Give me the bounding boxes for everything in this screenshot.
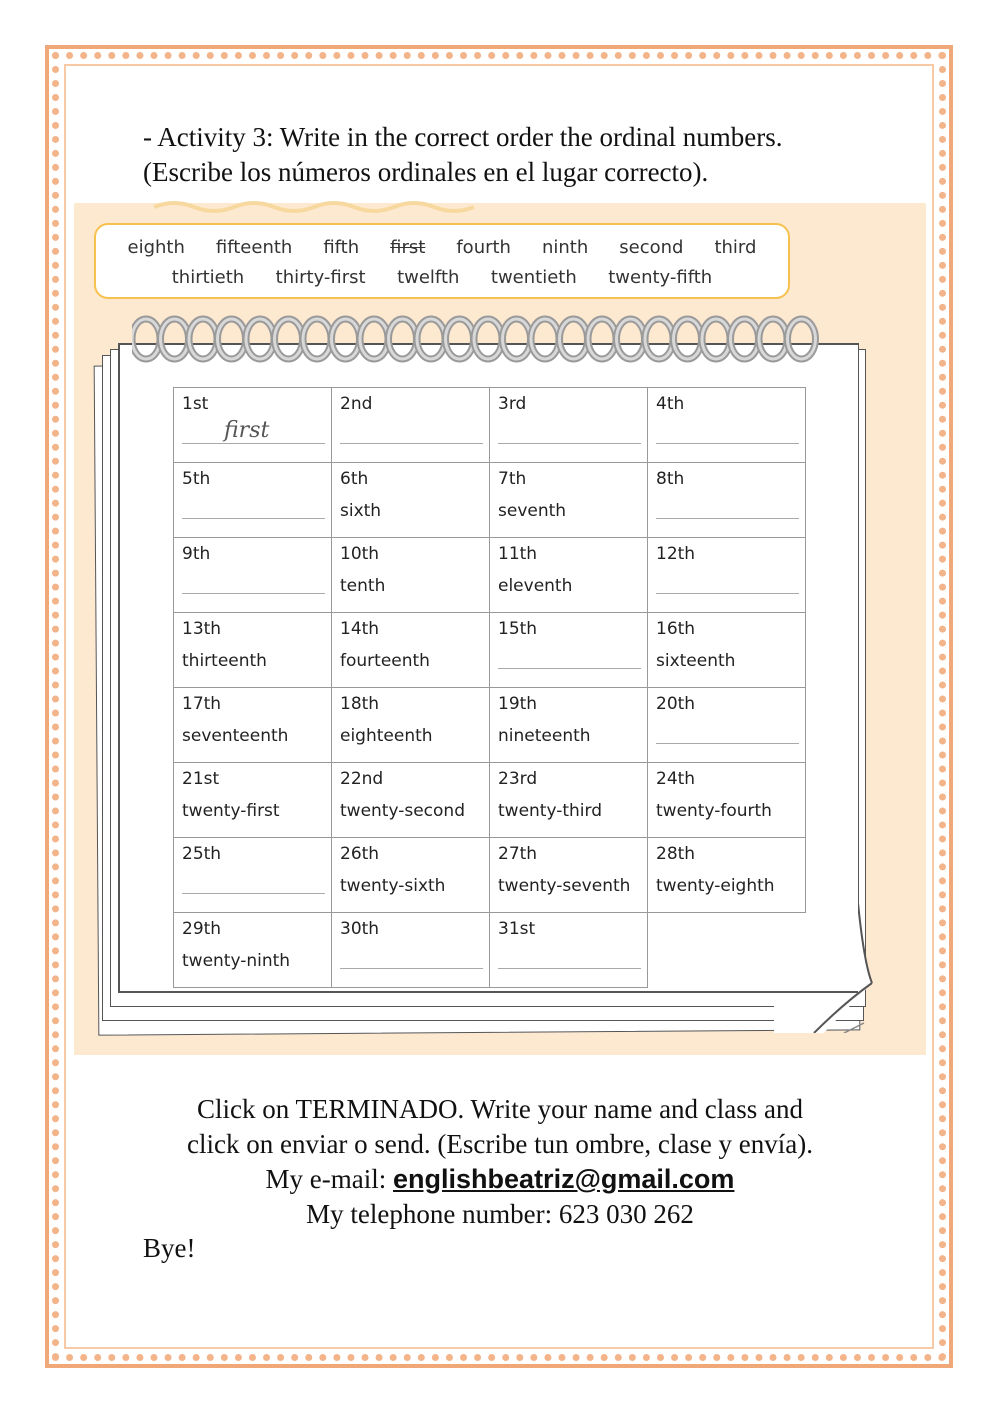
- footer-line-2: click on enviar o send. (Escribe tun ombre, clase y envía).: [186, 1129, 814, 1159]
- grid-cell: [174, 613, 332, 688]
- answer-blank[interactable]: [182, 518, 325, 519]
- decorative-wave: [154, 199, 484, 215]
- footer-line-1: Click on TERMINADO. Write your name and class and: [196, 1094, 804, 1124]
- ordinal-word: twenty-second: [340, 801, 465, 821]
- answer-blank[interactable]: [656, 518, 799, 519]
- email-line: [100, 1162, 900, 1197]
- ordinal-word: eighteenth: [340, 726, 433, 746]
- ordinal-word: twenty-sixth: [340, 876, 446, 896]
- ordinal-number: 8th: [656, 469, 685, 489]
- binding-ring: [303, 319, 331, 359]
- grid-cell: [648, 838, 806, 913]
- binding-ring: [446, 319, 474, 359]
- grid-cell: [490, 763, 648, 838]
- grid-row: [174, 463, 806, 538]
- grid-cell: [648, 688, 806, 763]
- word-bank-word: fifth: [323, 237, 360, 258]
- grid-cell: [174, 913, 332, 988]
- grid-row: [174, 763, 806, 838]
- phone-line: My telephone number: 623 030 262: [306, 1199, 694, 1229]
- ordinal-number: 7th: [498, 469, 527, 489]
- ordinal-number: 6th: [340, 469, 369, 489]
- activity-heading: [143, 120, 923, 190]
- grid-cell: [332, 688, 490, 763]
- ordinal-number: 9th: [182, 544, 211, 564]
- ordinal-word: nineteenth: [498, 726, 591, 746]
- ordinal-number: 15th: [498, 619, 538, 639]
- answer-blank[interactable]: [656, 593, 799, 594]
- binding-ring: [617, 319, 645, 359]
- ordinal-number: 2nd: [340, 394, 373, 414]
- ordinal-word: twenty-ninth: [182, 951, 291, 971]
- grid-cell: [490, 613, 648, 688]
- answer-blank[interactable]: [498, 668, 641, 669]
- answer-blank[interactable]: [498, 443, 641, 444]
- binding-ring: [702, 319, 730, 359]
- word-bank-word: fifteenth: [215, 237, 293, 258]
- handwritten-example: first: [224, 418, 270, 443]
- word-bank-word: thirty-first: [275, 267, 366, 288]
- ordinal-number: 14th: [340, 619, 380, 639]
- grid-cell: [490, 838, 648, 913]
- ordinal-number: 12th: [656, 544, 696, 564]
- word-bank-word: twentieth: [490, 267, 577, 288]
- ordinal-number: 19th: [498, 694, 538, 714]
- ordinal-word: sixth: [340, 501, 382, 521]
- grid-cell: [490, 913, 648, 988]
- answer-blank[interactable]: [182, 593, 325, 594]
- grid-cell: [174, 688, 332, 763]
- binding-ring: [161, 319, 189, 359]
- ordinal-number: 20th: [656, 694, 696, 714]
- grid-cell: [332, 538, 490, 613]
- answer-blank[interactable]: [656, 443, 799, 444]
- ordinal-number: 31st: [498, 919, 536, 939]
- answer-blank[interactable]: [182, 893, 325, 894]
- email-link[interactable]: englishbeatriz@gmail.com: [393, 1164, 735, 1194]
- word-bank-word: twenty-fifth: [608, 267, 713, 288]
- grid-cell: [490, 388, 648, 463]
- activity-panel: [74, 203, 926, 1055]
- grid-cell: [332, 388, 490, 463]
- word-bank: [94, 223, 790, 299]
- answer-blank[interactable]: [340, 968, 483, 969]
- ordinal-word: eleventh: [498, 576, 573, 596]
- ordinal-word: seventeenth: [182, 726, 289, 746]
- email-label: My e-mail:: [265, 1164, 394, 1194]
- grid-cell: [174, 463, 332, 538]
- grid-row: [174, 388, 806, 463]
- binding-ring: [132, 319, 160, 359]
- binding-ring: [645, 319, 673, 359]
- word-bank-word: third: [714, 237, 757, 258]
- binding-ring: [189, 319, 217, 359]
- word-bank-row-1: [96, 237, 788, 258]
- ordinal-word: twenty-seventh: [498, 876, 631, 896]
- ordinal-word: sixteenth: [656, 651, 736, 671]
- binding-ring: [246, 319, 274, 359]
- instructions-footer: [100, 1092, 900, 1232]
- binding-ring: [560, 319, 588, 359]
- binding-ring: [332, 319, 360, 359]
- ordinal-number: 1st: [182, 394, 209, 414]
- word-bank-word: second: [619, 237, 684, 258]
- answer-blank[interactable]: [656, 743, 799, 744]
- grid-cell: [648, 463, 806, 538]
- ordinal-word: twenty-fourth: [656, 801, 772, 821]
- ordinal-number: 3rd: [498, 394, 527, 414]
- ordinal-number: 10th: [340, 544, 380, 564]
- ordinal-number: 5th: [182, 469, 211, 489]
- ordinal-word: twenty-third: [498, 801, 603, 821]
- grid-cell: [648, 613, 806, 688]
- grid-cell: [332, 613, 490, 688]
- grid-cell: [332, 463, 490, 538]
- word-bank-word: ninth: [541, 237, 589, 258]
- ordinal-number: 26th: [340, 844, 380, 864]
- grid-cell: [648, 763, 806, 838]
- ordinal-number: 21st: [182, 769, 220, 789]
- grid-cell: [648, 388, 806, 463]
- ordinal-number: 23rd: [498, 769, 538, 789]
- ordinal-number: 27th: [498, 844, 538, 864]
- word-bank-word: eighth: [127, 237, 185, 258]
- grid-row: [174, 838, 806, 913]
- answer-blank[interactable]: [340, 443, 483, 444]
- binding-ring: [531, 319, 559, 359]
- grid-row: [174, 688, 806, 763]
- binding-ring: [389, 319, 417, 359]
- ordinal-number: 11th: [498, 544, 538, 564]
- word-bank-word: twelfth: [397, 267, 460, 288]
- grid-cell: [174, 763, 332, 838]
- binding-ring: [674, 319, 702, 359]
- ordinal-grid: [173, 387, 806, 988]
- activity-instruction: - Activity 3: Write in the correct order the ordinal numbers.: [143, 122, 783, 152]
- ordinal-number: 24th: [656, 769, 696, 789]
- grid-cell: [332, 838, 490, 913]
- ordinal-number: 13th: [182, 619, 222, 639]
- binding-ring: [788, 319, 816, 359]
- ordinal-number: 29th: [182, 919, 222, 939]
- spiral-binding: [132, 313, 832, 373]
- ordinal-number: 28th: [656, 844, 696, 864]
- ordinal-word: twenty-first: [182, 801, 280, 821]
- grid-row: [174, 613, 806, 688]
- grid-cell: [648, 538, 806, 613]
- grid-cell: [174, 388, 332, 463]
- ordinal-number: 17th: [182, 694, 222, 714]
- grid-cell: [490, 463, 648, 538]
- ordinal-word: tenth: [340, 576, 386, 596]
- word-bank-row-2: [96, 267, 788, 288]
- ordinal-number: 4th: [656, 394, 685, 414]
- answer-blank[interactable]: [182, 443, 325, 444]
- ordinal-word: thirteenth: [182, 651, 267, 671]
- activity-instruction-spanish: (Escribe los números ordinales en el lugar correcto).: [143, 157, 709, 187]
- ordinal-word: twenty-eighth: [656, 876, 775, 896]
- binding-ring: [759, 319, 787, 359]
- answer-blank[interactable]: [498, 968, 641, 969]
- grid-cell: [174, 538, 332, 613]
- word-bank-word: first: [390, 237, 426, 258]
- grid-row: [174, 913, 806, 988]
- ordinal-number: 22nd: [340, 769, 384, 789]
- grid-cell: [490, 538, 648, 613]
- binding-ring: [588, 319, 616, 359]
- grid-cell: [174, 838, 332, 913]
- grid-cell: [490, 688, 648, 763]
- binding-ring: [417, 319, 445, 359]
- ordinal-word: seventh: [498, 501, 567, 521]
- binding-ring: [275, 319, 303, 359]
- grid-cell: [332, 913, 490, 988]
- ordinal-number: 18th: [340, 694, 380, 714]
- binding-ring: [731, 319, 759, 359]
- ordinal-word: fourteenth: [340, 651, 430, 671]
- word-bank-word: thirtieth: [171, 267, 245, 288]
- binding-ring: [474, 319, 502, 359]
- ordinal-number: 16th: [656, 619, 696, 639]
- grid-empty-cell: [648, 913, 806, 988]
- binding-ring: [503, 319, 531, 359]
- grid-cell: [332, 763, 490, 838]
- binding-ring: [360, 319, 388, 359]
- binding-ring: [218, 319, 246, 359]
- word-bank-word: fourth: [456, 237, 511, 258]
- ordinal-number: 25th: [182, 844, 222, 864]
- bye-text: Bye!: [143, 1233, 196, 1263]
- ordinal-number: 30th: [340, 919, 380, 939]
- grid-row: [174, 538, 806, 613]
